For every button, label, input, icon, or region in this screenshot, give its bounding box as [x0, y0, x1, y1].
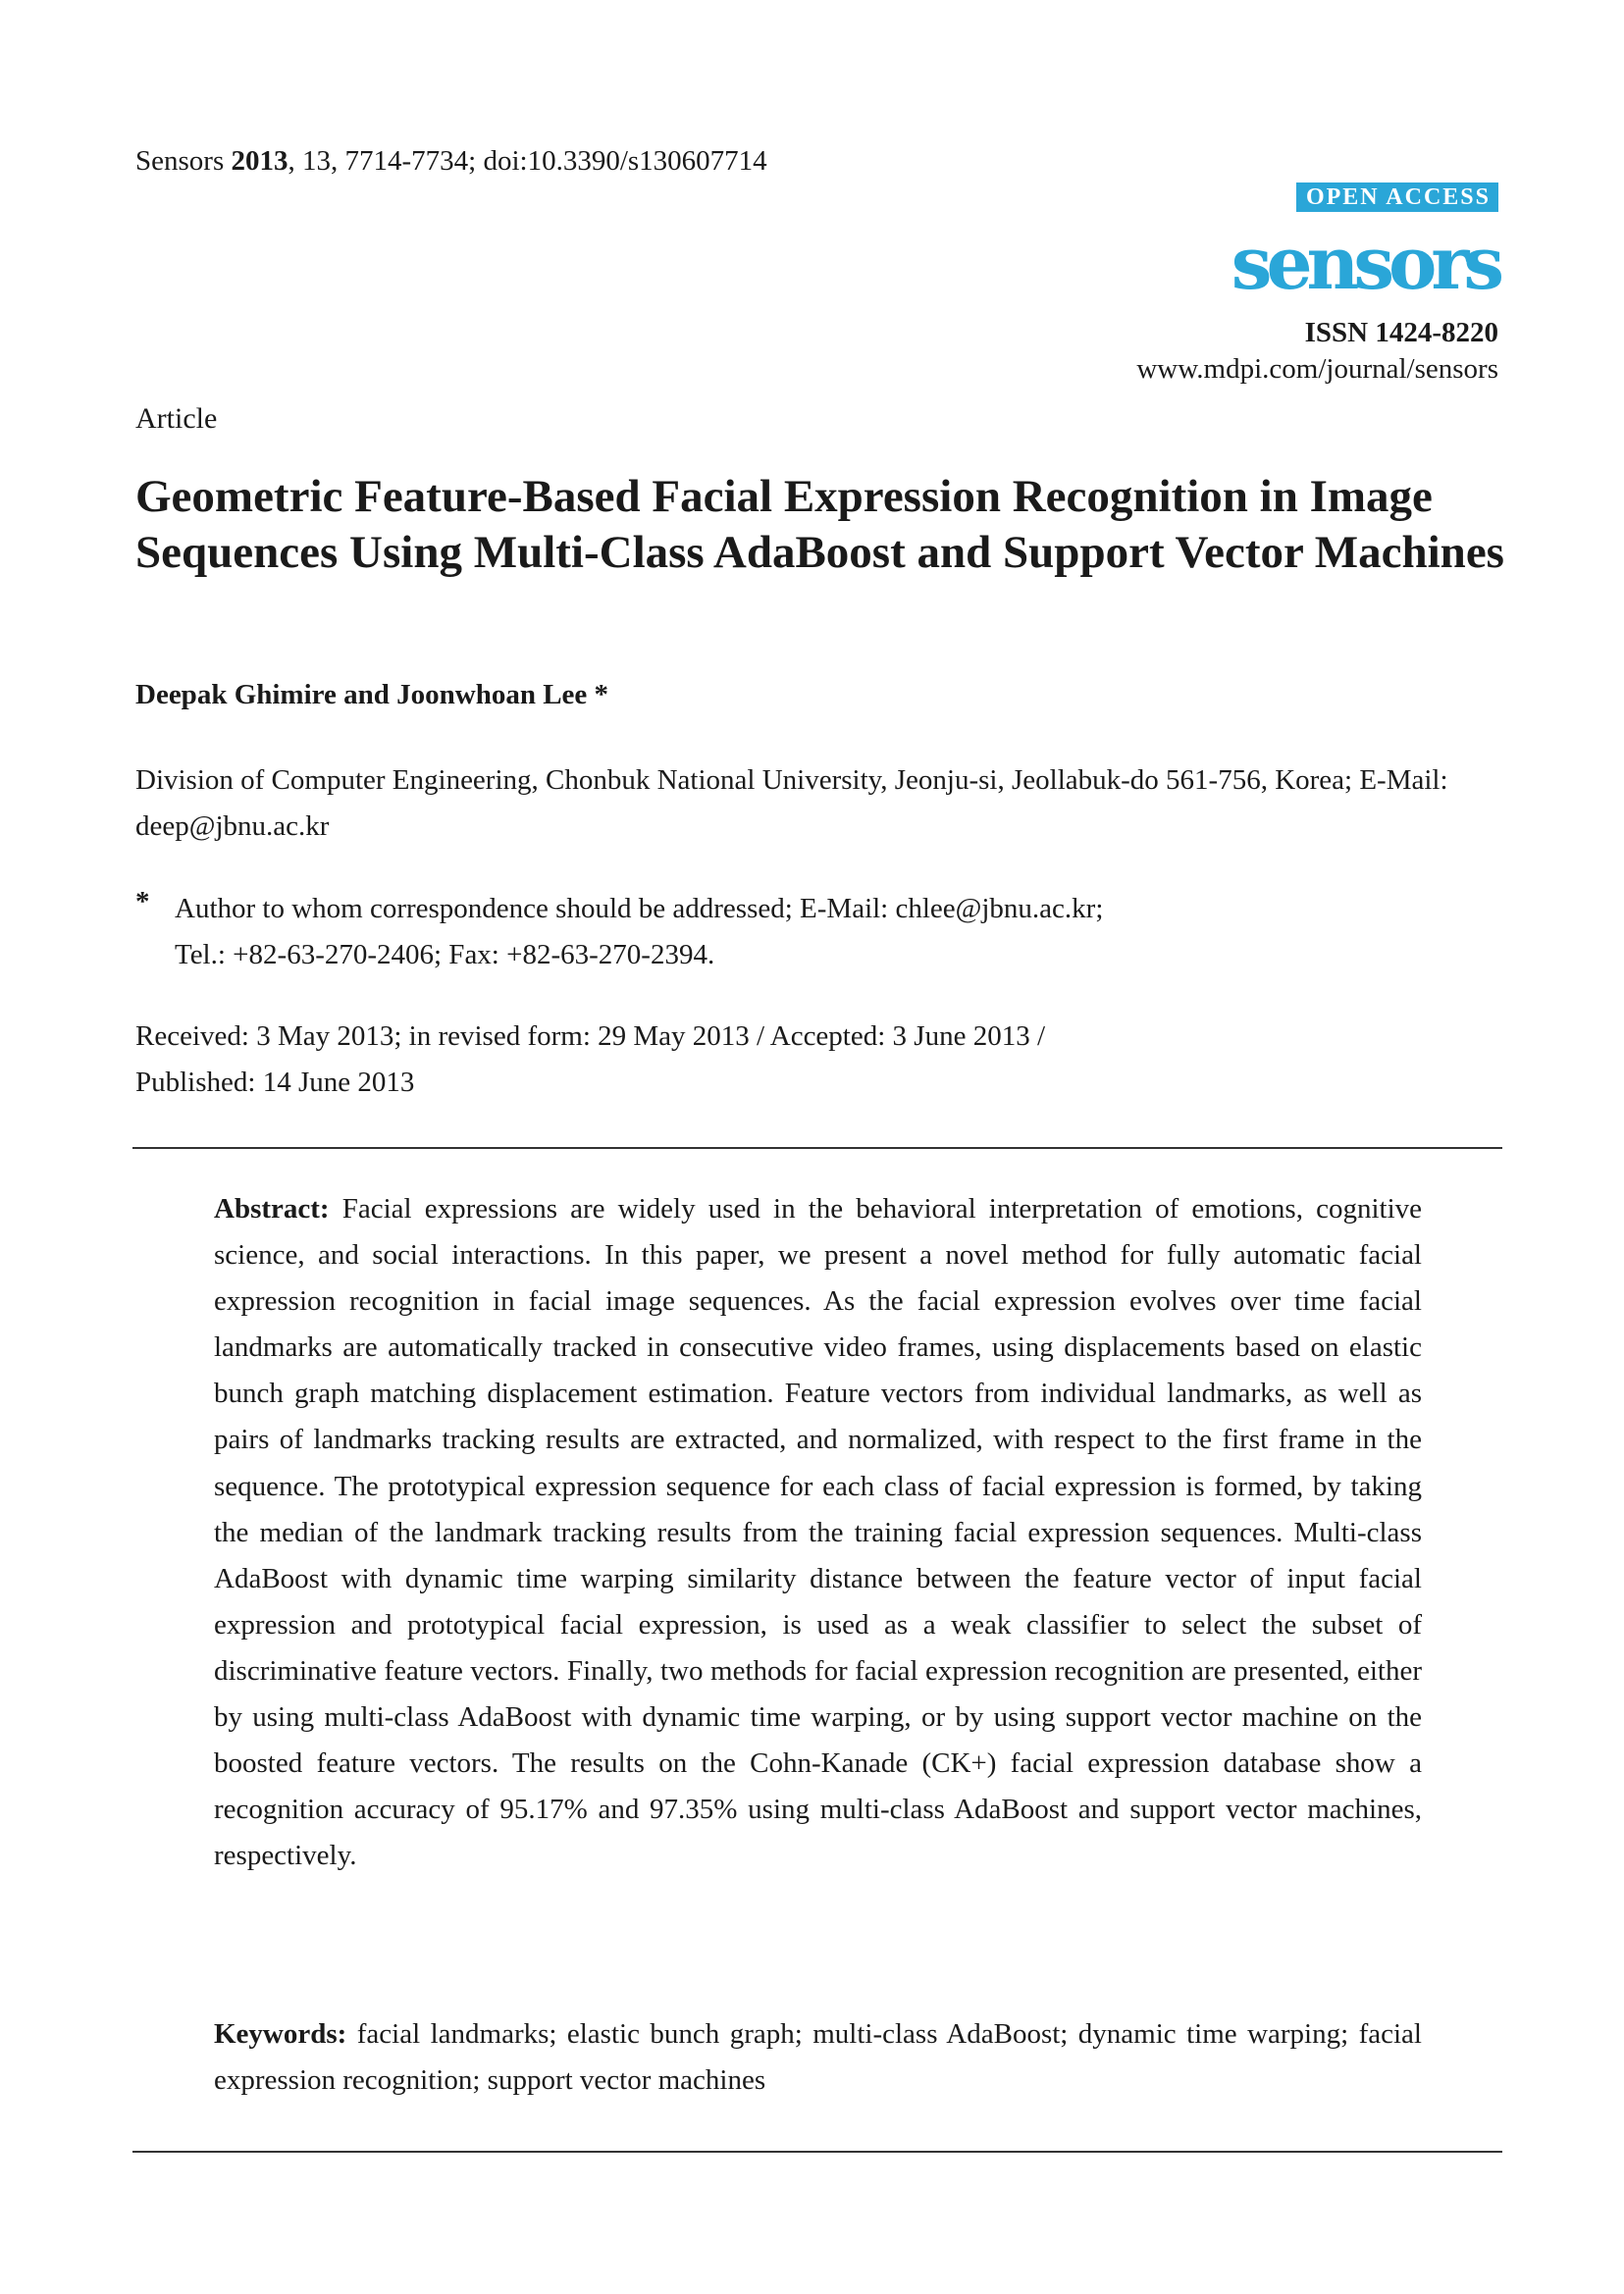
journal-name: Sensors: [135, 145, 225, 177]
published-date: Published: 14 June 2013: [135, 1067, 415, 1098]
author-affiliation: Division of Computer Engineering, Chonbuk National University, Jeonju-si, Jeollabuk-do 561-756, Korea; E-Mail: deep@jbnu.ac.kr: [135, 764, 1448, 842]
correspondence-phone-line: Tel.: +82-63-270-2406; Fax: +82-63-270-2394.: [175, 939, 715, 970]
abstract-section: [214, 1186, 1422, 1879]
journal-logo: sensors: [1231, 222, 1498, 306]
paper-title: Geometric Feature-Based Facial Expression Recognition in Image Sequences Using Multi-Class AdaBoost and Support Vector Machines: [135, 471, 1504, 578]
correspondence-email-line: Author to whom correspondence should be addressed; E-Mail: chlee@jbnu.ac.kr;: [175, 893, 1104, 924]
publication-year: 2013: [231, 145, 288, 177]
correspondence-marker: *: [135, 886, 150, 917]
keywords-label: Keywords:: [214, 2018, 347, 2050]
received-accepted-dates: Received: 3 May 2013; in revised form: 29 May 2013 / Accepted: 3 June 2013 /: [135, 1020, 1046, 1052]
divider-bottom: [132, 2151, 1502, 2153]
keywords-text: facial landmarks; elastic bunch graph; multi-class AdaBoost; dynamic time warping; facial expression recognition; support vector machines: [214, 2018, 1422, 2096]
journal-url[interactable]: www.mdpi.com/journal/sensors: [1136, 353, 1498, 385]
citation-details: , 13, 7714-7734; doi:10.3390/s130607714: [288, 145, 767, 177]
keywords-section: [214, 2011, 1422, 2104]
citation-line: [135, 145, 767, 178]
issn-number: ISSN 1424-8220: [1304, 317, 1498, 348]
article-type: Article: [135, 402, 218, 435]
abstract-text: Facial expressions are widely used in the behavioral interpretation of emotions, cognitive science, and social interactions. In this paper, we present a novel method for fully automatic facial expression recognition in facial image sequences. As the facial expression evolves over time facial landmarks are automatically tracked in consecutive video frames, using displacements based on elastic bunch graph matching displacement estimation. Feature vectors from individual landmarks, as well as pairs of landmarks tracking results are extracted, and normalized, with respect to the first frame in the sequence. The prototypical expression sequence for each class of facial expression is formed, by taking the median of the landmark tracking results from the training facial expression sequences. Multi-class AdaBoost with dynamic time warping similarity distance between the feature vector of input facial expression and prototypical facial expression, is used as a weak classifier to select the subset of discriminative feature vectors. Finally, two methods for facial expression recognition are presented, either by using multi-class AdaBoost with dynamic time warping, or by using support vector machine on the boosted feature vectors. The results on the Cohn-Kanade (CK+) facial expression database show a recognition accuracy of 95.17% and 97.35% using multi-class AdaBoost and support vector machines, respectively.: [214, 1193, 1423, 1872]
publication-dates: [135, 1014, 1411, 1106]
correspondence-note: [175, 886, 1450, 978]
open-access-badge: OPEN ACCESS: [1296, 182, 1498, 212]
abstract-label: Abstract:: [214, 1193, 330, 1225]
author-list: Deepak Ghimire and Joonwhoan Lee *: [135, 679, 609, 710]
divider-top: [132, 1147, 1502, 1149]
